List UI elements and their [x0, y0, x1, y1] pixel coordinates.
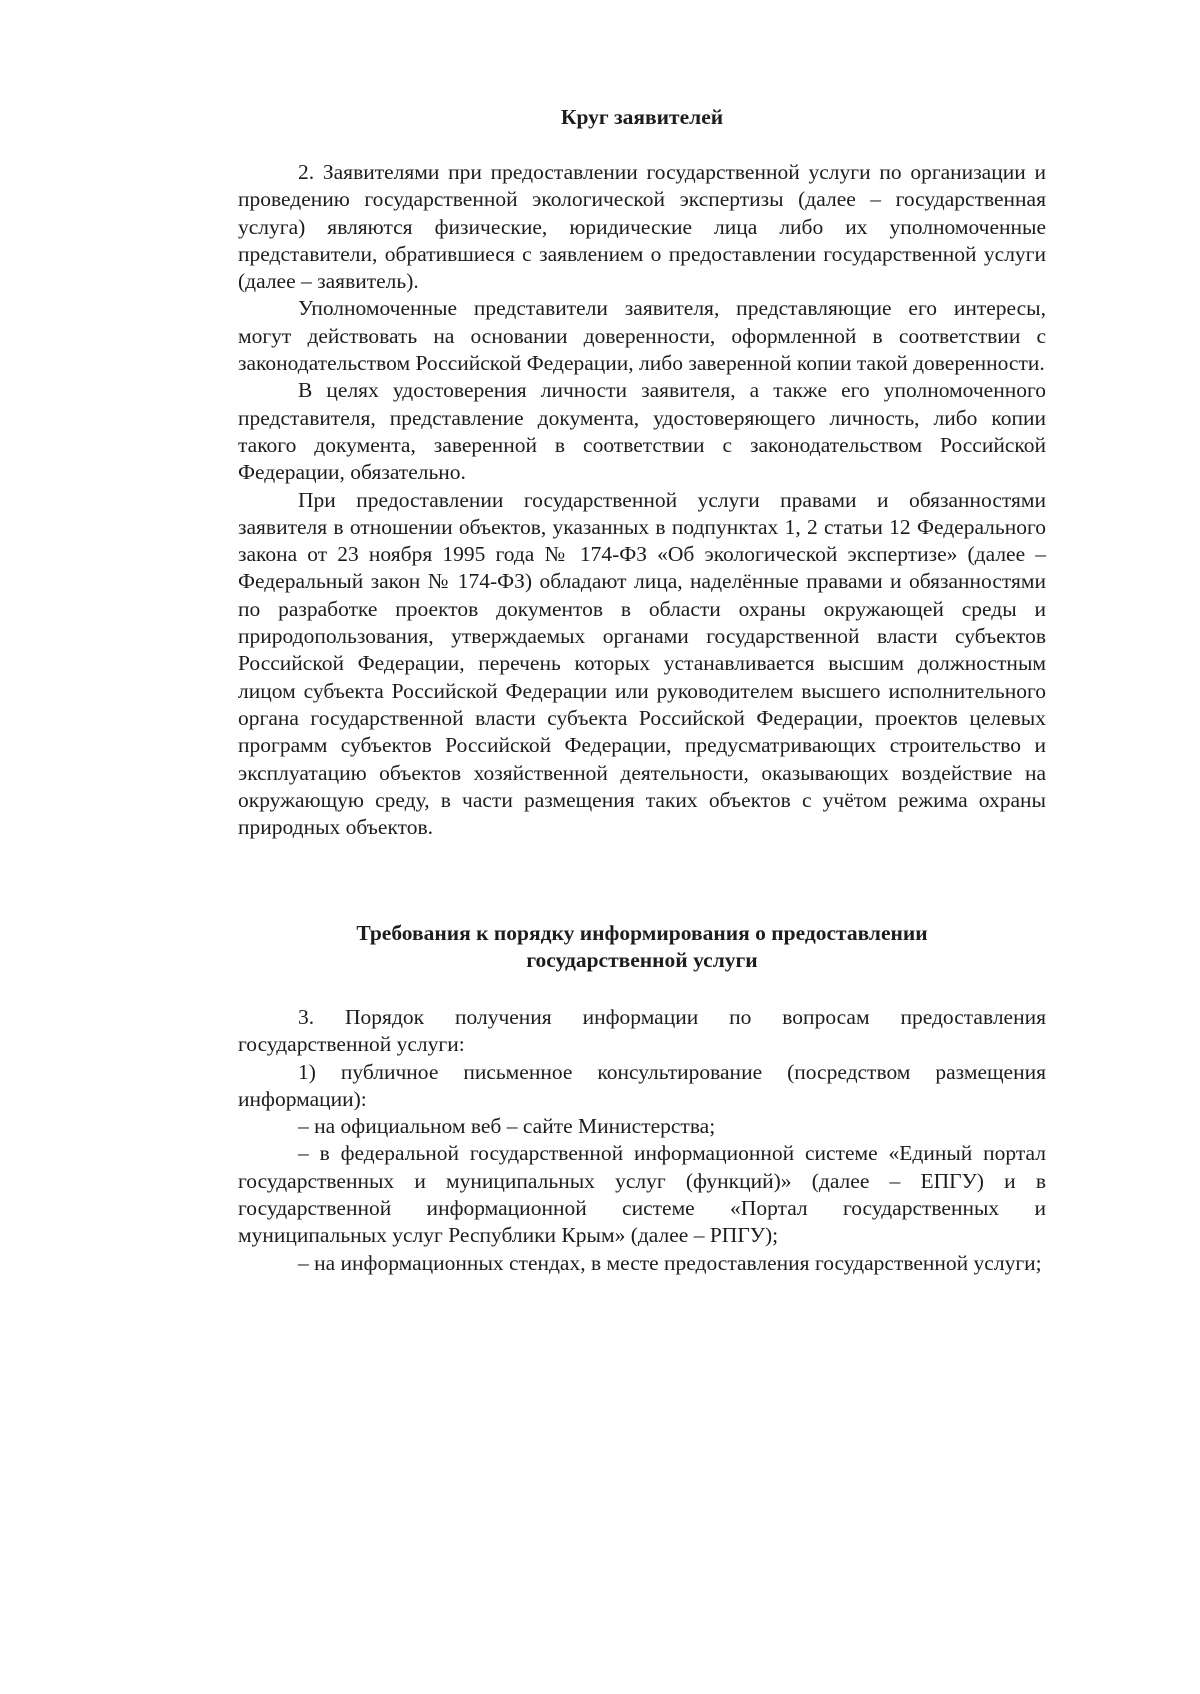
list-item: – на официальном веб – сайте Министерства;	[298, 1114, 716, 1139]
paragraph: В целях удостоверения личности заявителя, а также его уполномоченного представителя, представление документа, удостоверяющего личность, либо копии такого документа, заверенной в соответствии с законодательством Российской Федерации, обязательно.	[238, 378, 1046, 485]
section-heading-text: Круг заявителей	[560, 105, 724, 129]
section-body-informing	[238, 1004, 1046, 1277]
section-heading-text	[238, 920, 1046, 975]
section-heading-line: государственной услуги	[526, 948, 758, 973]
section-heading-informing	[238, 920, 1046, 975]
paragraph: Уполномоченные представители заявителя, представляющие его интересы, могут действовать на основании доверенности, оформленной в соответствии с законодательством Российской Федерации, либо заверенной копии такой доверенности.	[238, 296, 1046, 376]
paragraph: При предоставлении государственной услуги правами и обязанностями заявителя в отношении объектов, указанных в подпунктах 1, 2 статьи 12 Федерального закона от 23 ноября 1995 года № 174-ФЗ «Об экологической экспертизе» (далее – Федеральный закон № 174-ФЗ) обладают лица, наделённые правами и обязанностями по разработке проектов документов в области охраны окружающей среды и природопользования, утверждаемых органами государственной власти субъектов Российской Федерации, перечень которых устанавливается высшим должностным лицом субъекта Российской Федерации или руководителем высшего исполнительного органа государственной власти субъекта Российской Федерации, проектов целевых программ субъектов Российской Федерации, предусматривающих строительство и эксплуатацию объектов хозяйственной деятельности, оказывающих воздействие на окружающую среду, в части размещения таких объектов с учётом режима охраны природных объектов.	[238, 487, 1046, 840]
list-item: – в федеральной государственной информационной системе «Единый портал государственных и муниципальных услуг (функций)» (далее – ЕПГУ) и в государственной информационной системе «Портал государственных и муниципальных услуг Республики Крым» (далее – РПГУ);	[238, 1141, 1046, 1248]
section-heading-applicants	[238, 104, 1046, 131]
section-body-applicants	[238, 159, 1046, 841]
paragraph: 1) публичное письменное консультирование (посредством размещения информации):	[238, 1059, 1046, 1111]
paragraph: 2. Заявителями при предоставлении государственной услуги по организации и проведению государственной экологической экспертизы (далее – государственная услуга) являются физические, юридические лица либо их уполномоченные представители, обратившиеся с заявлением о предоставлении государственной услуги (далее – заявитель).	[238, 160, 1046, 294]
paragraph: 3. Порядок получения информации по вопросам предоставления государственной услуги:	[238, 1005, 1046, 1057]
section-heading-line: Требования к порядку информирования о предоставлении	[356, 921, 928, 945]
list-item: – на информационных стендах, в месте предоставления государственной услуги;	[298, 1250, 1042, 1275]
